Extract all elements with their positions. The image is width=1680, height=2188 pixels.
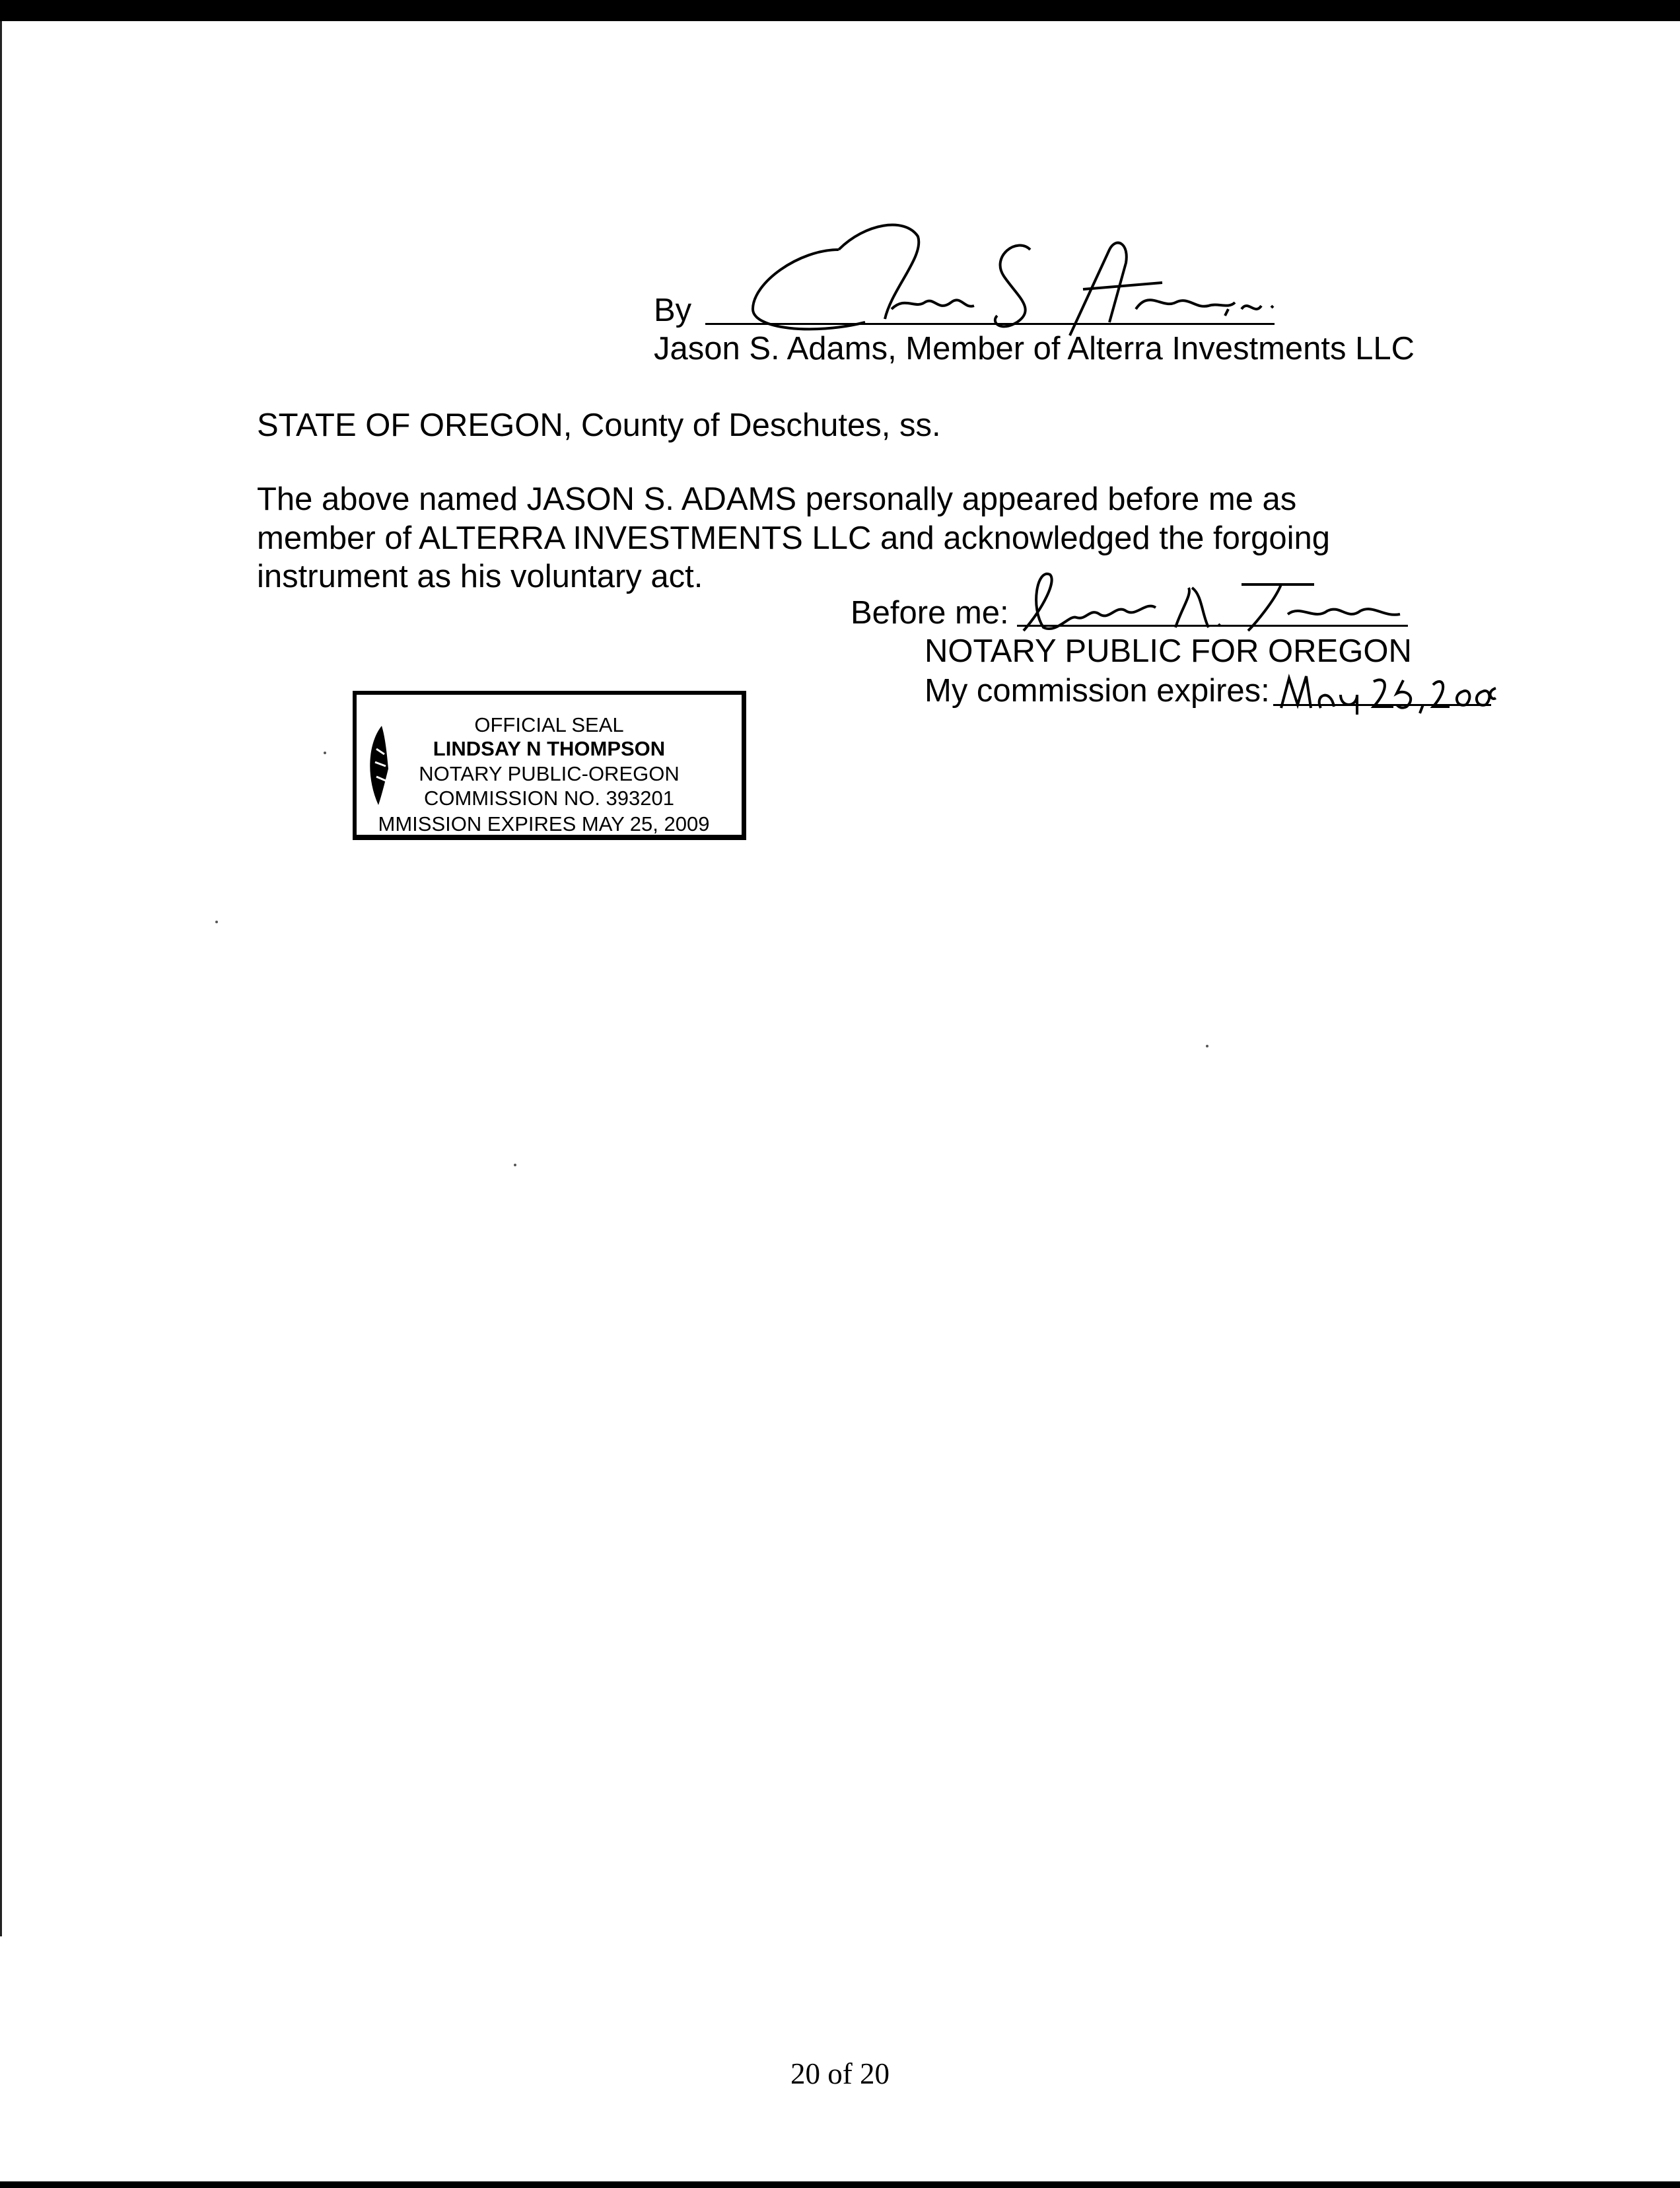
- seal-notary-title: NOTARY PUBLIC-OREGON: [419, 762, 680, 785]
- venue-statement: STATE OF OREGON, County of Deschutes, ss.: [257, 407, 941, 443]
- seal-commission-expires: MMISSION EXPIRES MAY 25, 2009: [378, 812, 710, 835]
- seal-notary-name: LINDSAY N THOMPSON: [433, 737, 666, 760]
- before-me-label: Before me:: [851, 595, 1009, 631]
- by-label: By: [654, 293, 692, 328]
- page-number: 20 of 20: [790, 2057, 890, 2090]
- acknowledgment-line-2: member of ALTERRA INVESTMENTS LLC and acknowledged the forgoing: [257, 520, 1331, 556]
- scan-speck: [1206, 1045, 1208, 1047]
- seal-title: OFFICIAL SEAL: [474, 713, 624, 736]
- signer-signature: [740, 210, 1281, 342]
- commission-expires-label: My commission expires:: [925, 673, 1270, 709]
- scan-top-border: [0, 0, 1680, 21]
- scan-speck: [324, 752, 326, 754]
- scan-left-edge: [0, 21, 2, 1936]
- seal-commission-number: COMMISSION NO. 393201: [423, 787, 674, 810]
- official-seal-stamp: [353, 691, 746, 840]
- notary-title: NOTARY PUBLIC FOR OREGON: [925, 633, 1412, 669]
- scan-bottom-border: [0, 2181, 1680, 2188]
- notary-signature: [1004, 568, 1413, 641]
- acknowledgment-line-1: The above named JASON S. ADAMS personally appeared before me as: [257, 481, 1297, 517]
- acknowledgment-line-3: instrument as his voluntary act.: [257, 559, 703, 594]
- scan-speck: [514, 1164, 516, 1166]
- commission-date-handwritten: [1275, 668, 1499, 715]
- scan-speck: [215, 921, 218, 923]
- signer-name-title: Jason S. Adams, Member of Alterra Investments LLC: [654, 331, 1415, 367]
